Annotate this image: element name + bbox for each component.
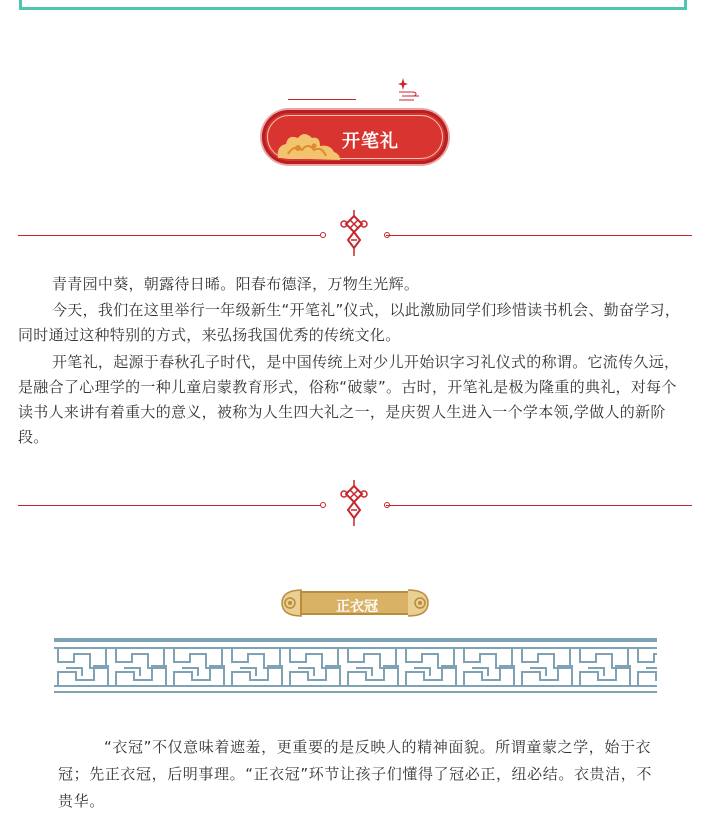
paragraph: “衣冠”不仅意味着遮羞，更重要的是反映人的精神面貌。所谓童蒙之学，始于衣冠；先正衣冠，后明事理。“正衣冠”环节让孩子们懂得了冠必正，纽必结。衣贵洁，不贵华。 [58, 738, 652, 810]
section-title: 开笔礼 [342, 131, 399, 152]
article-body [58, 734, 664, 815]
decorative-line [288, 99, 356, 100]
paragraph: 青青园中葵，朝露待日晞。阳春布德泽，万物生光辉。 [52, 275, 420, 293]
chinese-knot-icon [340, 480, 368, 526]
sub-section-label [278, 586, 432, 620]
auspicious-cloud-icon [398, 88, 420, 102]
paragraph: 今天，我们在这里举行一年级新生“开笔礼”仪式，以此激励同学们珍惜读书机会、勤奋学习，同时通过这种特别的方式，来弘扬我国优秀的传统文化。 [18, 301, 681, 344]
knot-divider [18, 214, 692, 264]
paragraph: 开笔礼，起源于春秋孔子时代，是中国传统上对少儿开始识字习礼仪式的称谓。它流传久远，是融合了心理学的一种儿童启蒙教育形式，俗称“破蒙”。古时，开笔礼是极为隆重的典礼，对每个读书人来讲有着重大的意义，被称为人生四大礼之一，是庆贺人生进入一个学本领,学做人的新阶段。 [18, 353, 680, 446]
sub-section-title: 正衣冠 [336, 599, 378, 615]
section-title-banner [262, 110, 448, 164]
chinese-knot-icon [340, 210, 368, 256]
knot-divider [18, 484, 692, 534]
top-frame-border [19, 0, 687, 10]
auspicious-cloud-icon [274, 128, 344, 162]
scroll-ornament-icon [406, 586, 432, 620]
lattice-border [54, 638, 657, 694]
article-body [18, 272, 692, 450]
